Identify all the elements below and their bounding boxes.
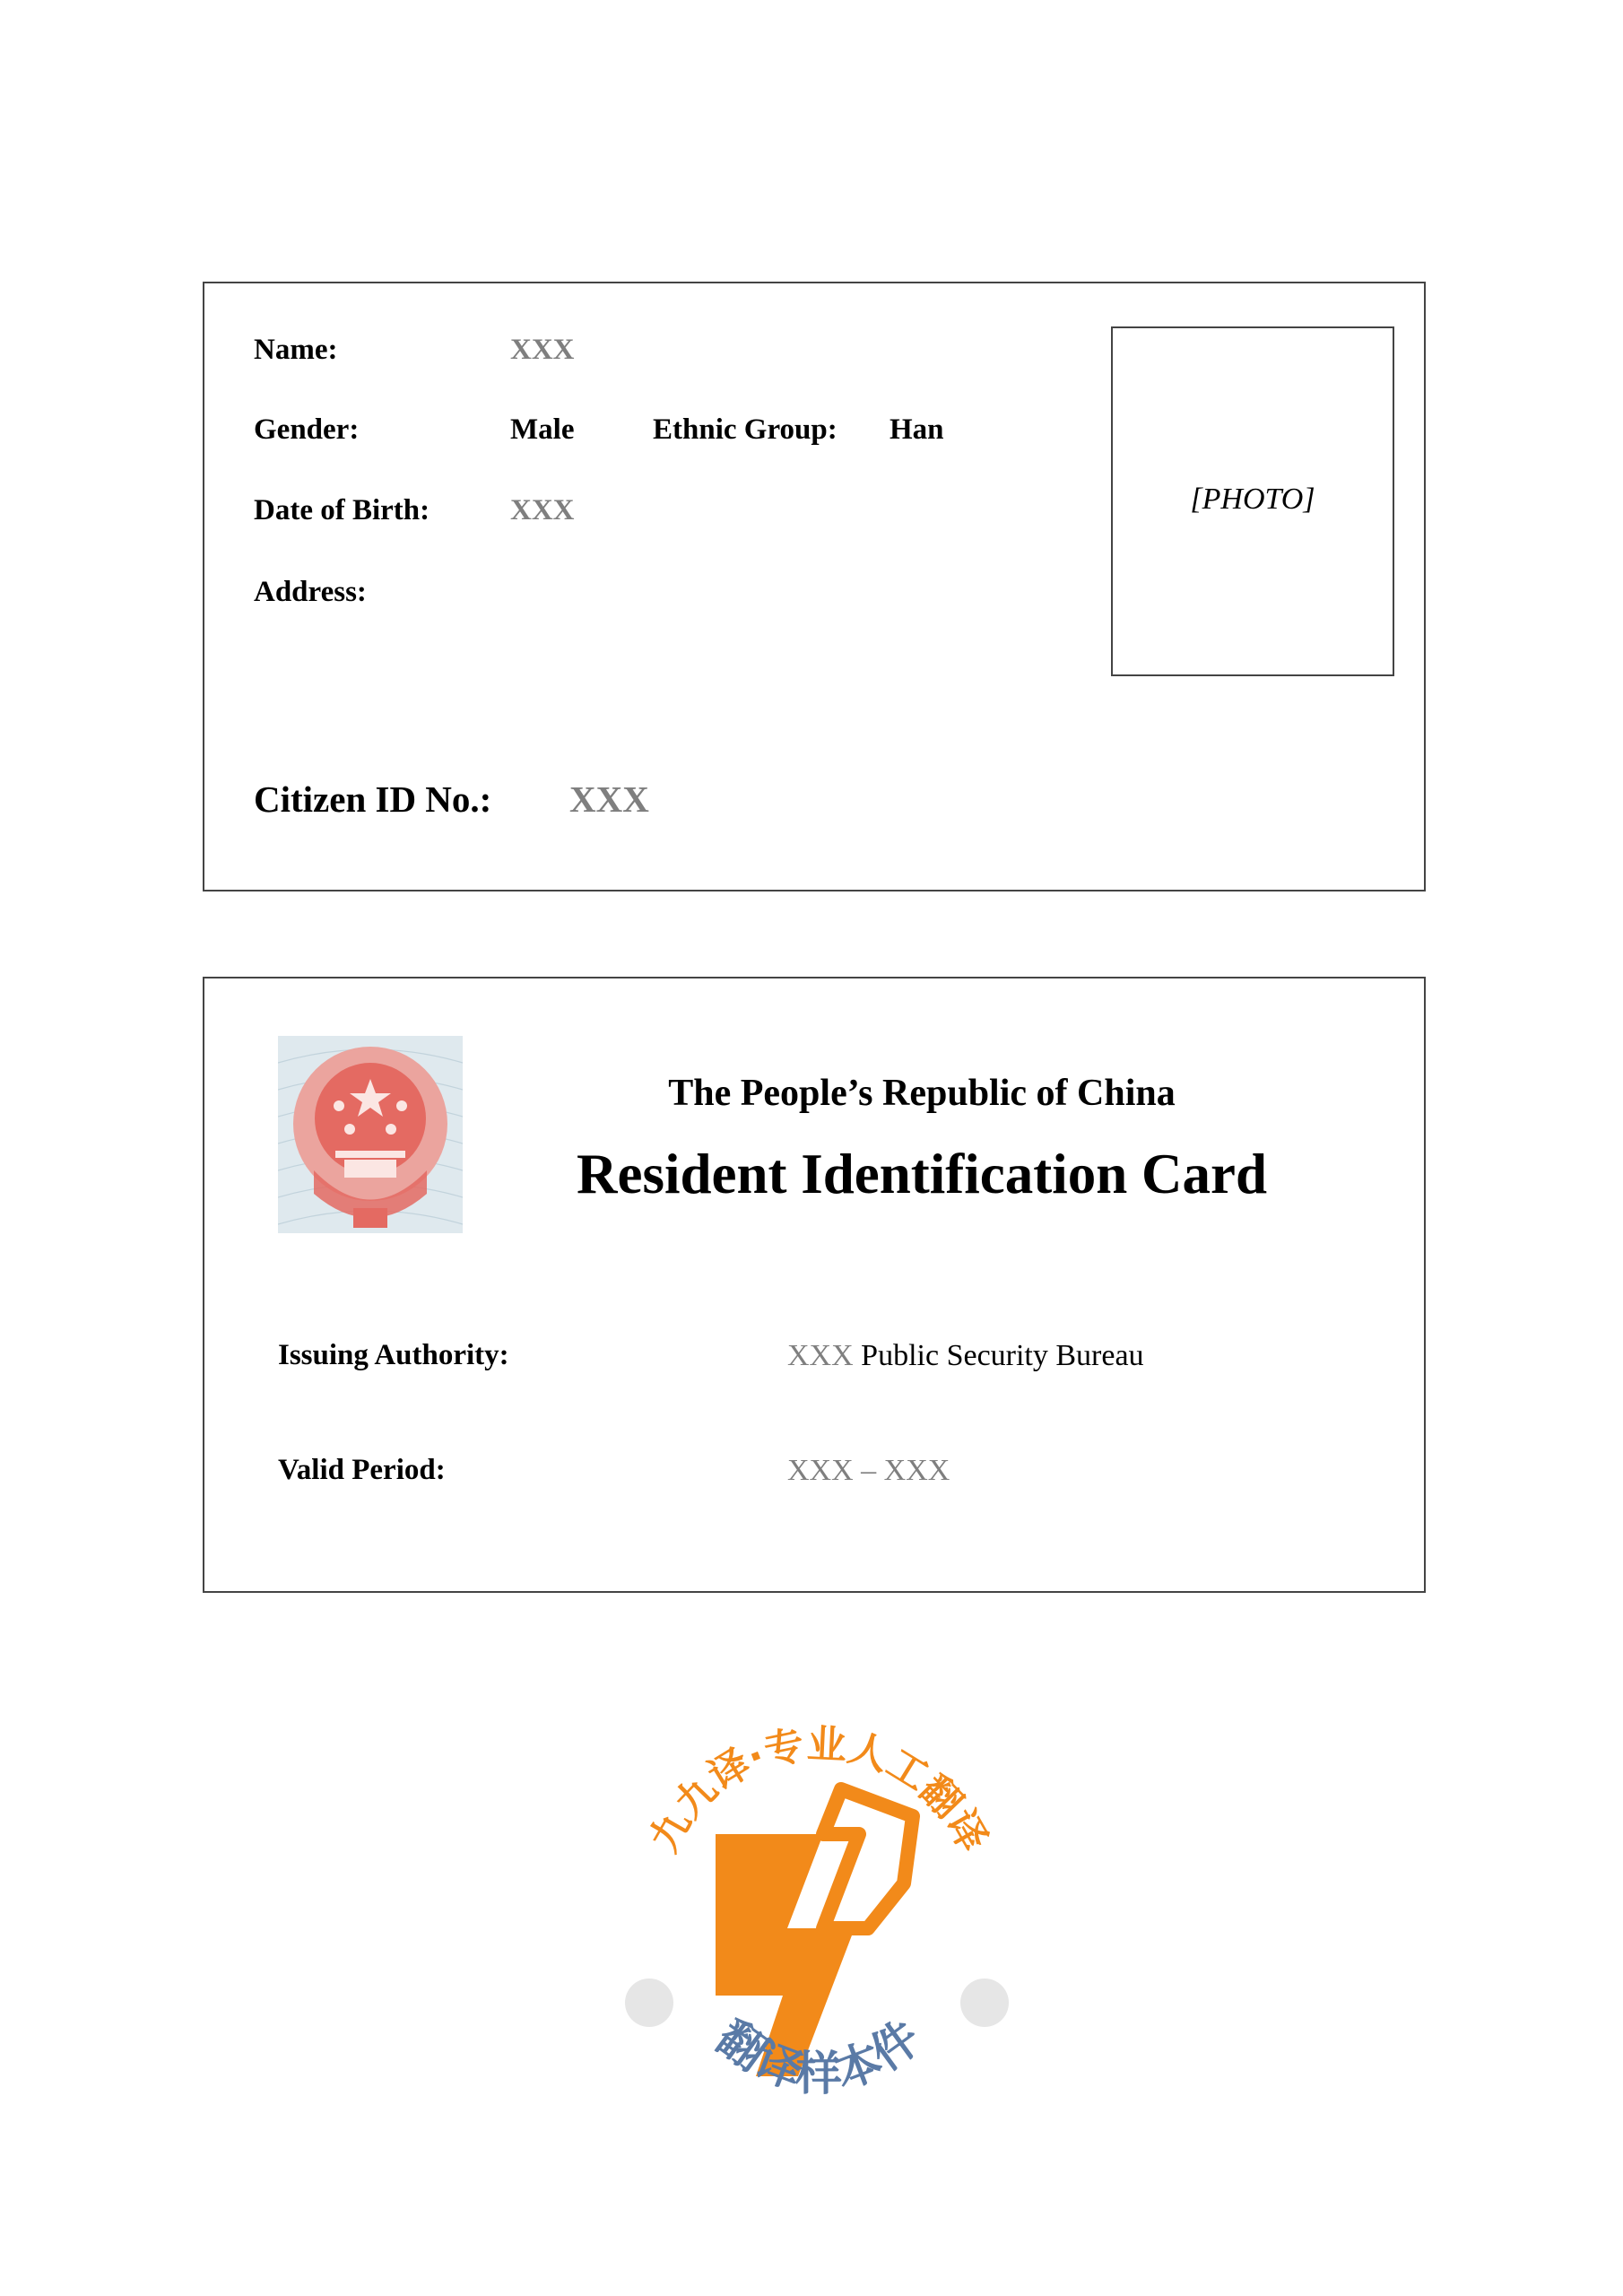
name-value: XXX — [510, 334, 575, 366]
photo-box — [1111, 326, 1394, 676]
ethnic-group-label: Ethnic Group: — [653, 413, 838, 446]
stamp-top-text: 九九译·专业人工翻译 — [641, 1721, 996, 1860]
stamp-bottom-text: 翻译样本件 — [707, 2010, 931, 2101]
issuing-authority-value — [787, 1339, 1144, 1373]
valid-period-value: XXX – XXX — [787, 1454, 950, 1487]
authority-suffix: Public Security Bureau — [853, 1339, 1144, 1372]
issuing-authority-label: Issuing Authority: — [278, 1339, 509, 1371]
valid-period-label: Valid Period: — [278, 1454, 446, 1486]
ethnic-group-value: Han — [890, 413, 944, 446]
id-card-front — [203, 282, 1426, 891]
date-of-birth-value: XXX — [510, 494, 575, 526]
translation-sample-stamp — [599, 1700, 1029, 2166]
gender-label: Gender: — [254, 413, 360, 446]
photo-placeholder: [PHOTO] — [1190, 483, 1315, 516]
citizen-id-value: XXX — [569, 778, 649, 820]
country-title: The People’s Republic of China — [668, 1073, 1176, 1114]
national-emblem-icon — [278, 1036, 463, 1233]
citizen-id-label: Citizen ID No.: — [254, 778, 492, 820]
authority-placeholder: XXX — [787, 1339, 854, 1372]
address-label: Address: — [254, 576, 367, 608]
left-dot — [625, 1979, 673, 2027]
date-of-birth-label: Date of Birth: — [254, 494, 430, 526]
id-card-back — [203, 977, 1426, 1593]
name-label: Name: — [254, 334, 338, 366]
card-title: Resident Identification Card — [577, 1143, 1267, 1205]
gender-value: Male — [510, 413, 575, 446]
right-dot — [960, 1979, 1009, 2027]
